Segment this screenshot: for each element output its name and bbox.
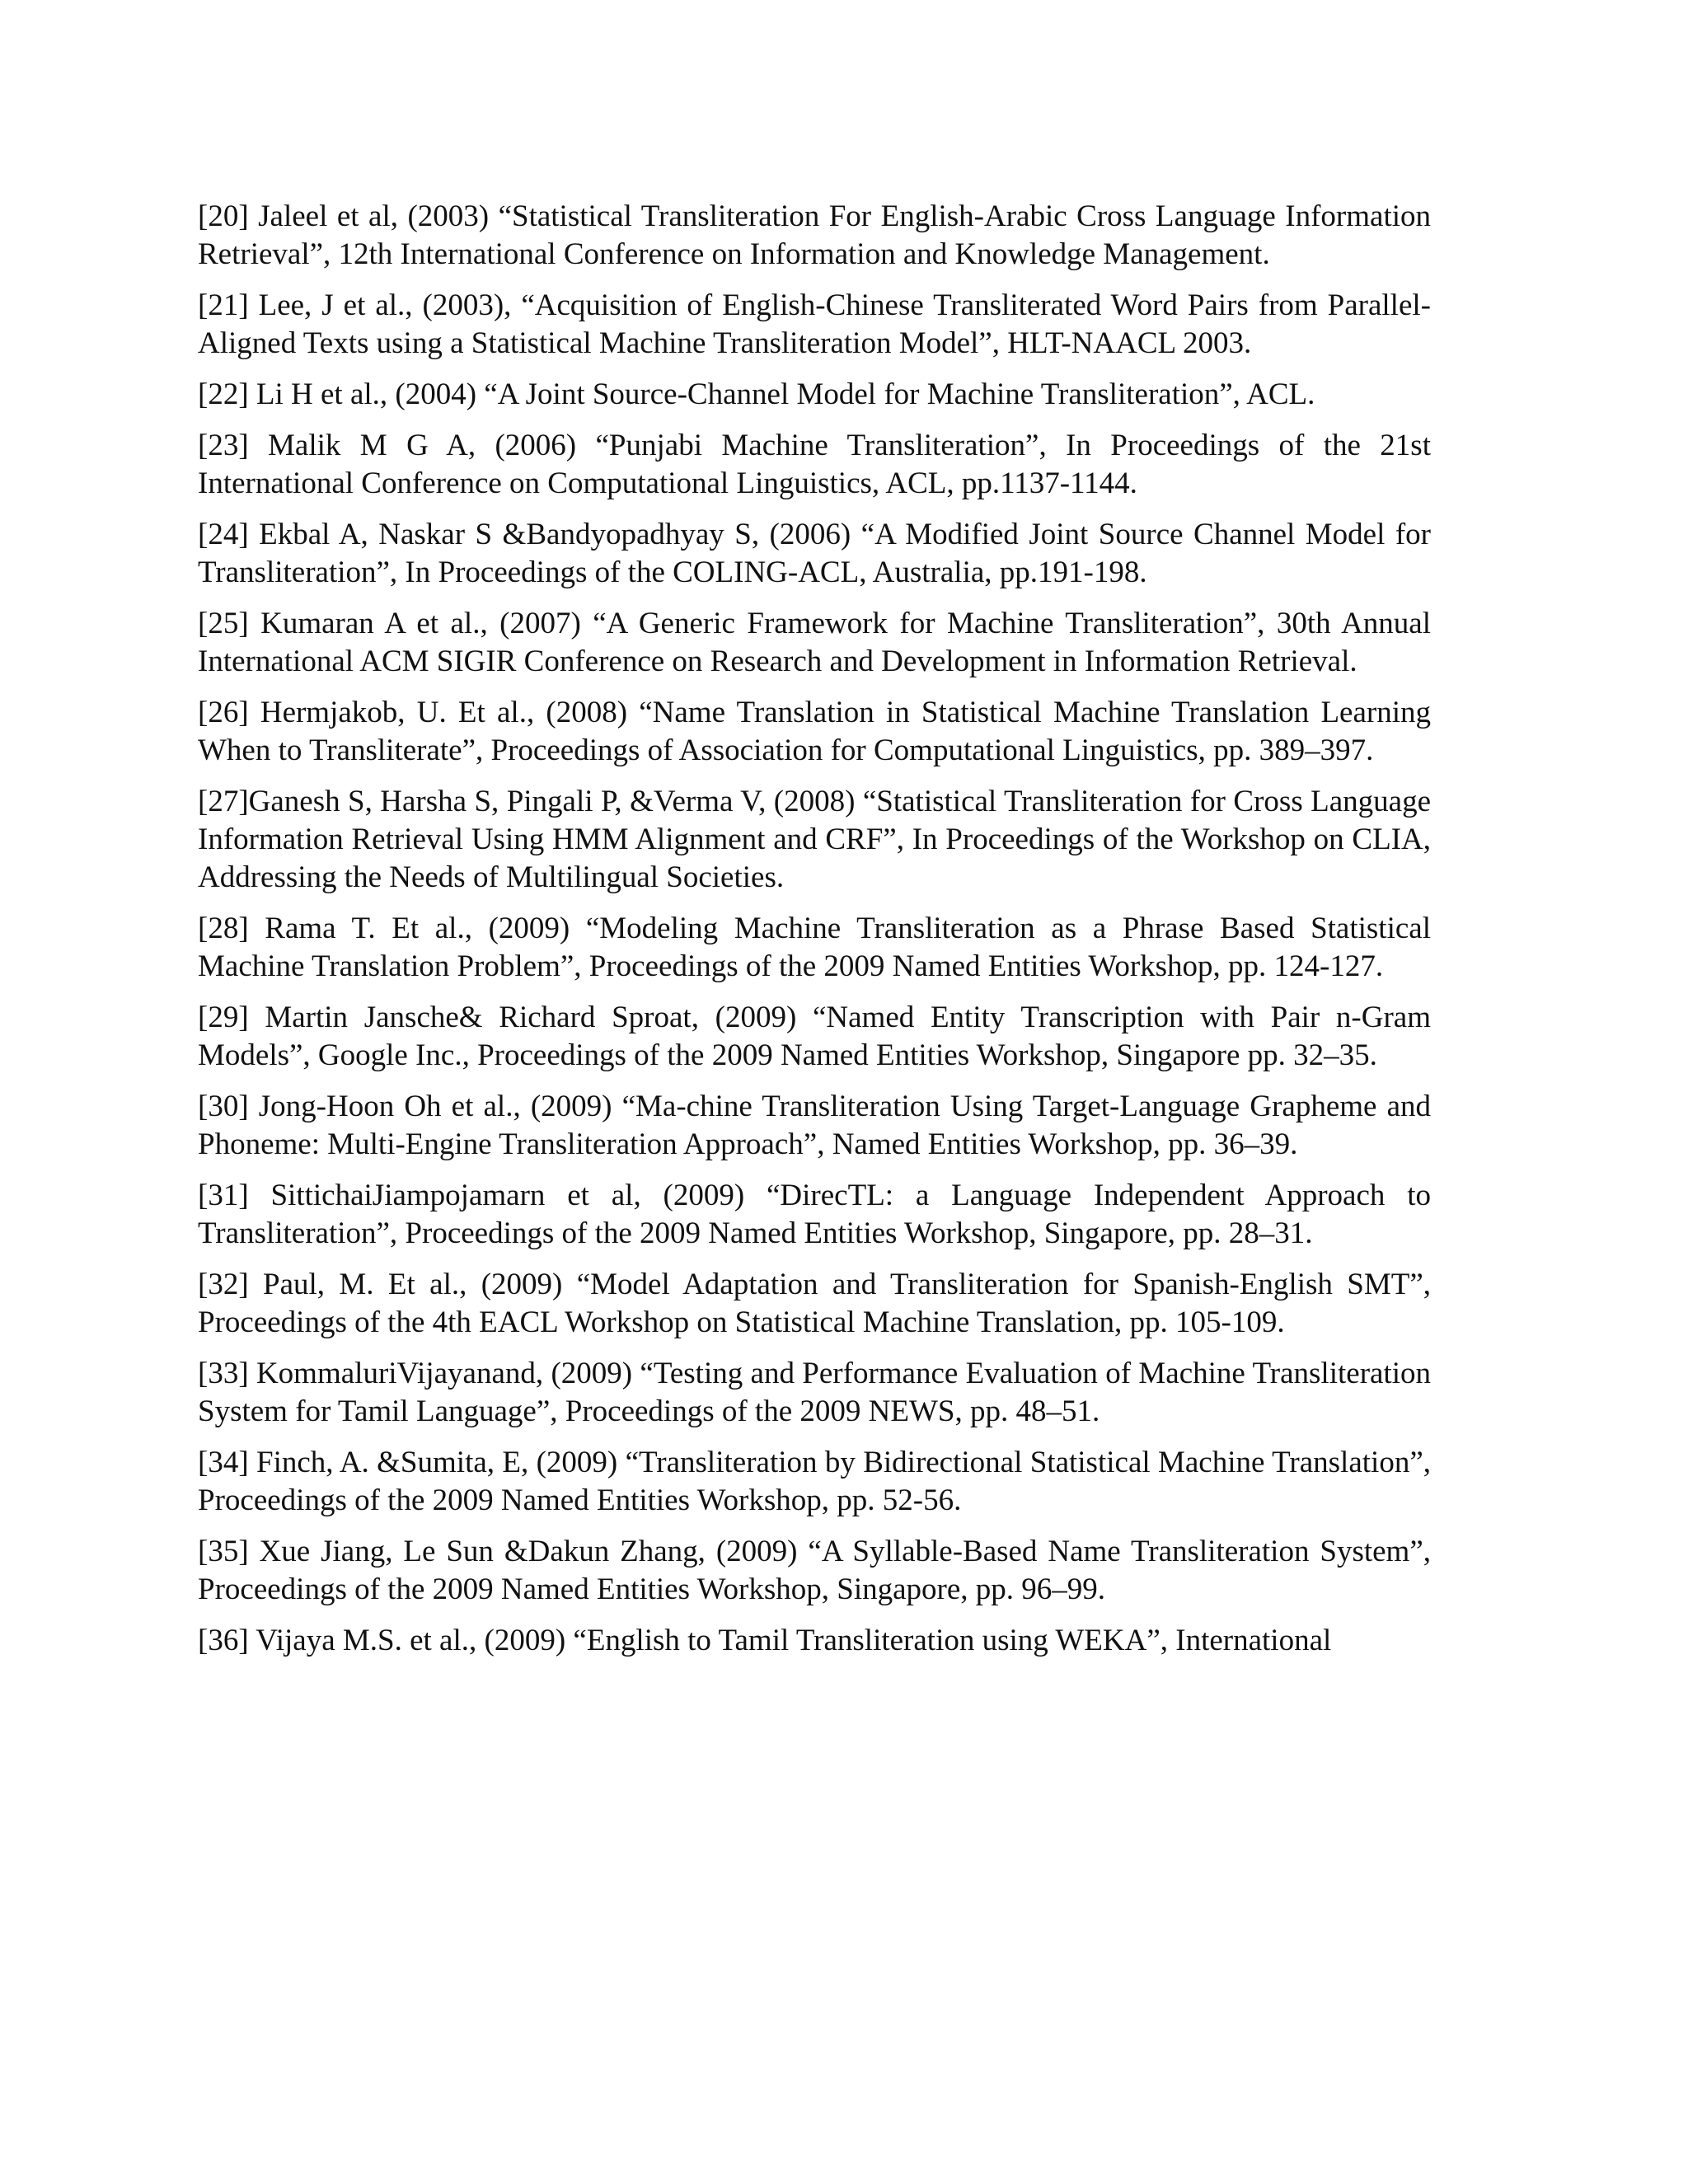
reference-36: [36] Vijaya M.S. et al., (2009) “English to Tamil Transliteration using WEKA”, International xyxy=(198,1624,1332,1657)
reference-28: [28] Rama T. Et al., (2009) “Modeling Machine Transliteration as a Phrase Based Statistical Machine Translation Problem”, Proceedings of the 2009 Named Entities Workshop, pp. 124-127. xyxy=(198,912,1431,983)
reference-26: [26] Hermjakob, U. Et al., (2008) “Name Translation in Statistical Machine Translation Learning When to Transliterate”, Proceedings of Association for Computational Linguistics, pp. 389–397. xyxy=(198,696,1431,767)
reference-32: [32] Paul, M. Et al., (2009) “Model Adaptation and Transliteration for Spanish-English SMT”, Proceedings of the 4th EACL Workshop on Statistical Machine Translation, pp. 105-109. xyxy=(198,1268,1431,1339)
reference-20: [20] Jaleel et al, (2003) “Statistical Transliteration For English-Arabic Cross Language Information Retrieval”, 12th International Conference on Information and Knowledge Management. xyxy=(198,199,1431,271)
reference-25: [25] Kumaran A et al., (2007) “A Generic Framework for Machine Transliteration”, 30th Annual International ACM SIGIR Conference on Research and Development in Information Retrieval. xyxy=(198,607,1431,678)
reference-21: [21] Lee, J et al., (2003), “Acquisition of English-Chinese Transliterated Word Pairs from Parallel-Aligned Texts using a Statistical Machine Transliteration Model”, HLT-NAACL 2003. xyxy=(198,288,1431,360)
reference-31: [31] SittichaiJiampojamarn et al, (2009) “DirecTL: a Language Independent Approach to Transliteration”, Proceedings of the 2009 Named Entities Workshop, Singapore, pp. 28–31. xyxy=(198,1179,1431,1250)
reference-22: [22] Li H et al., (2004) “A Joint Source-Channel Model for Machine Transliteration”, ACL. xyxy=(198,377,1315,411)
reference-30: [30] Jong-Hoon Oh et al., (2009) “Ma-chine Transliteration Using Target-Language Grapheme and Phoneme: Multi-Engine Transliteration Approach”, Named Entities Workshop, pp. 36–39. xyxy=(198,1090,1431,1161)
reference-list xyxy=(198,198,1431,1673)
reference-29: [29] Martin Jansche& Richard Sproat, (2009) “Named Entity Transcription with Pair n-Gram Models”, Google Inc., Proceedings of the 2009 Named Entities Workshop, Singapore pp. 32–35. xyxy=(198,1001,1431,1072)
reference-33: [33] KommaluriVijayanand, (2009) “Testing and Performance Evaluation of Machine Transliteration System for Tamil Language”, Proceedings of the 2009 NEWS, pp. 48–51. xyxy=(198,1357,1431,1428)
reference-34: [34] Finch, A. &Sumita, E, (2009) “Transliteration by Bidirectional Statistical Machine Translation”, Proceedings of the 2009 Named Entities Workshop, pp. 52-56. xyxy=(198,1446,1431,1517)
reference-23: [23] Malik M G A, (2006) “Punjabi Machine Transliteration”, In Proceedings of the 21st International Conference on Computational Linguistics, ACL, pp.1137-1144. xyxy=(198,429,1431,500)
reference-35: [35] Xue Jiang, Le Sun &Dakun Zhang, (2009) “A Syllable-Based Name Transliteration System”, Proceedings of the 2009 Named Entities Workshop, Singapore, pp. 96–99. xyxy=(198,1535,1431,1606)
reference-27: [27]Ganesh S, Harsha S, Pingali P, &Verma V, (2008) “Statistical Transliteration for Cross Language Information Retrieval Using HMM Alignment and CRF”, In Proceedings of the Workshop on CLIA, Addressing the Needs of Multilingual Societies. xyxy=(198,785,1431,894)
reference-24: [24] Ekbal A, Naskar S &Bandyopadhyay S, (2006) “A Modified Joint Source Channel Model for Transliteration”, In Proceedings of the COLING-ACL, Australia, pp.191-198. xyxy=(198,518,1431,589)
